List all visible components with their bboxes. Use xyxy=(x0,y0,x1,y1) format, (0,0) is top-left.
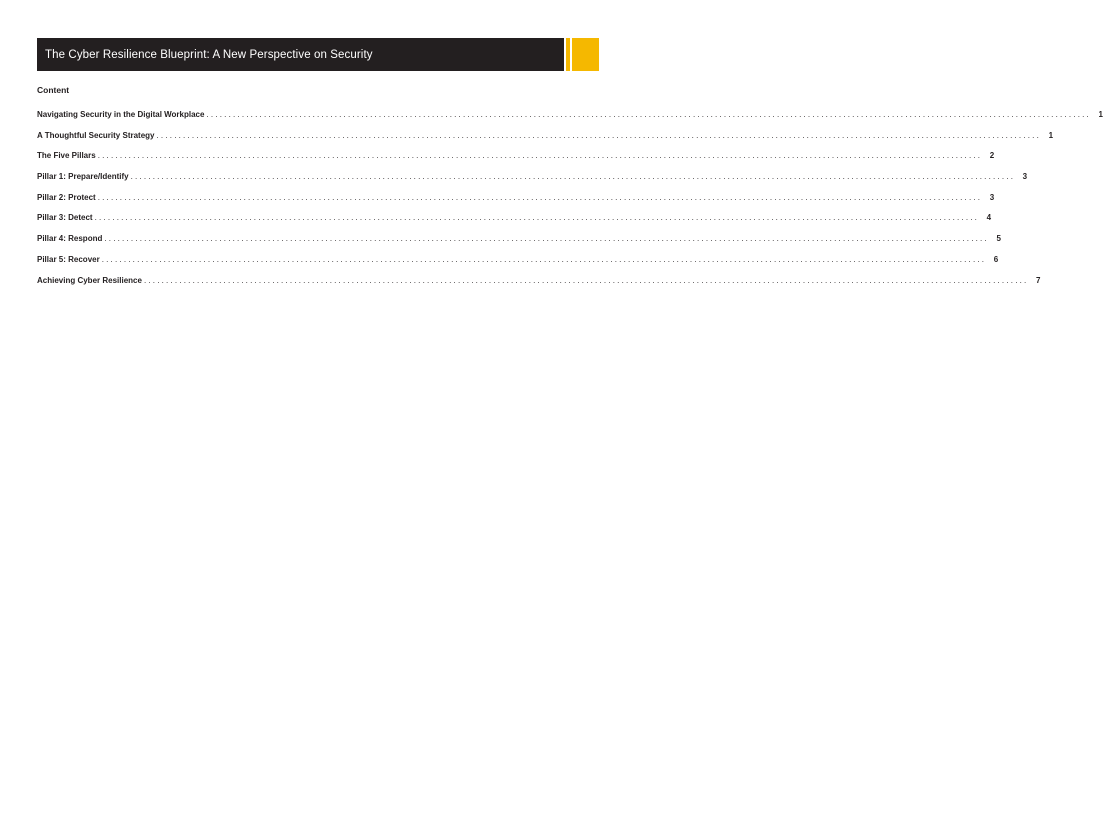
toc-page-number: 3 xyxy=(989,192,995,202)
toc-entry[interactable] xyxy=(37,234,1001,255)
toc-entry[interactable] xyxy=(37,130,1054,152)
toc-page-number: 2 xyxy=(989,151,995,161)
toc-dot-leader: ........................................................................................................................................................................................................ xyxy=(94,213,980,223)
toc-entry[interactable] xyxy=(37,192,995,214)
toc-entry-title: Pillar 1: Prepare/Identify xyxy=(37,172,129,182)
toc-entry[interactable] xyxy=(37,254,999,276)
toc-page-number: 6 xyxy=(993,254,999,264)
toc-heading: Content xyxy=(37,85,70,95)
toc-entry-title: Navigating Security in the Digital Workplace xyxy=(37,110,205,119)
toc-entry-title: Pillar 3: Detect xyxy=(37,213,93,223)
toc-entry-title: A Thoughtful Security Strategy xyxy=(37,130,155,140)
toc-dot-leader: ........................................................................................................................................................................................................ xyxy=(97,151,983,161)
toc-page-number: 3 xyxy=(1022,172,1028,182)
table-of-contents xyxy=(37,110,1103,296)
toc-dot-leader: ........................................................................................................................................................................................................ xyxy=(130,172,1016,182)
toc-dot-leader: ........................................................................................................................................................................................................ xyxy=(104,234,989,244)
toc-dot-leader: ........................................................................................................................................................................................................ xyxy=(97,192,983,202)
toc-entry[interactable] xyxy=(37,275,1041,297)
toc-entry-title: Pillar 2: Protect xyxy=(37,192,96,202)
toc-page-number: 7 xyxy=(1036,275,1041,285)
toc-entry-title: Pillar 4: Respond xyxy=(37,234,103,244)
document-header-bar xyxy=(37,38,564,71)
toc-entry-title: The Five Pillars xyxy=(37,151,96,161)
toc-entry[interactable] xyxy=(37,172,1028,193)
toc-page-number: 5 xyxy=(996,234,1001,244)
toc-entry[interactable] xyxy=(37,110,1103,131)
toc-dot-leader: ........................................................................................................................................................................................................ xyxy=(206,110,1091,119)
toc-page-number: 1 xyxy=(1048,130,1054,140)
header-accent-stripe xyxy=(566,38,570,71)
toc-page-number: 4 xyxy=(986,213,992,223)
toc-entry[interactable] xyxy=(37,213,992,234)
toc-entry-title: Achieving Cyber Resilience xyxy=(37,275,142,285)
toc-entry-title: Pillar 5: Recover xyxy=(37,254,100,264)
toc-entry[interactable] xyxy=(37,151,995,172)
toc-dot-leader: ........................................................................................................................................................................................................ xyxy=(156,130,1042,140)
toc-dot-leader: ........................................................................................................................................................................................................ xyxy=(143,275,1029,285)
document-title: The Cyber Resilience Blueprint: A New Perspective on Security xyxy=(45,48,373,61)
toc-dot-leader: ........................................................................................................................................................................................................ xyxy=(101,254,987,264)
header-accent-block xyxy=(572,38,599,71)
toc-page-number: 1 xyxy=(1098,110,1103,119)
